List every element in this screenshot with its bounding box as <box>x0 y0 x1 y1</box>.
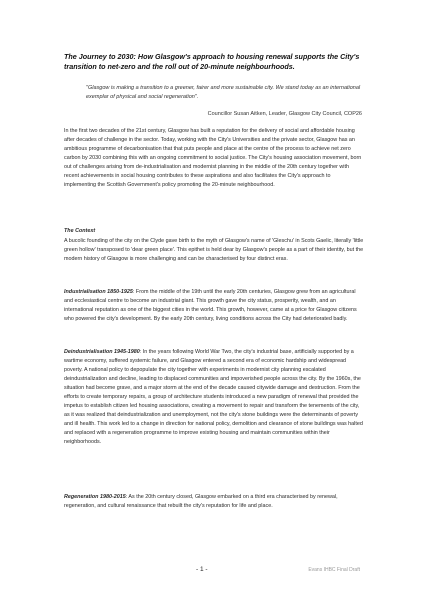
regeneration-label: Regeneration 1980-2015 <box>64 494 126 500</box>
deindustrialisation-label: Deindustrialisation 1945-1980 <box>64 349 140 355</box>
context-paragraph: A bucolic founding of the city on the Clyde gave birth to the myth of Glasgow's name of 'Gleschu' in Scots Gaelic, literally 'little green hollow' transposed to 'dear green place'. This epithet is held dear by Glasgow's people as a part of their identity, but the modern history of Glasgow is more challenging and can be characterised by four distinct eras. <box>64 238 364 263</box>
deindustrialisation-paragraph <box>64 348 364 448</box>
intro-paragraph: In the first two decades of the 21st century, Glasgow has built a reputation for the delivery of social and affordable housing after decades of challenge in the sector. Today, working with the City's Universities and the private sector, Glasgow has an ambitious programme of decarbonisation that that puts people and place at the centre of the process to achieve net zero carbon by 2030 combining this with an ongoing commitment to social justice. The City's housing association movement, born out of challenges arising from de-industrialisation and modernist planning in the middle of the 20th century together with recent achievements in social housing contributes to these aspirations and also facilitates the City's approach to implementing the Scottish Government's policy promoting the 20-minute neighbourhood. <box>64 128 362 189</box>
footer-note: Evans IHBC Final Draft <box>308 567 360 573</box>
document-title: The Journey to 2030: How Glasgow's approach to housing renewal supports the City's transition to net-zero and the roll out of 20-minute neighbourhoods. <box>64 52 360 71</box>
regeneration-text: : As the 20th century closed, Glasgow embarked on a third era characterised by renewal, regeneration, and cultural renaissance that rebuilt the city's reputation for life and place. <box>64 494 338 510</box>
industrialisation-paragraph <box>64 288 364 324</box>
deindustrialisation-text: : In the years following World War Two, the city's industrial base, artificially supported by a wartime economy, suffered systemic failure, and Glasgow entered a second era of economic hardship and widespread poverty. A national policy to depopulate the city together with experiments in modernist city planning escalated deindustrialization and decline, leading to displaced communities and impoverished people across the city. By the 1960s, the situation had become grave, and a major storm at the end of the decade caused citywide damage and destruction. From the efforts to create temporary repairs, a group of architecture students introduced a new paradigm of renewal that provided the impetus to establish citizen led housing associations, creating a movement to repair and transform the tenements of the city, as it was realized that deindustrialization and unemployment, not the city's stone buildings were the determinants of poverty and ill health. This work led to a change in direction for national policy, demolition and clearance of stone buildings was halted and replaced with a regeneration programme to improve existing housing and maintain communities within their neighborhoods. <box>64 349 363 446</box>
quote-attribution: Councillor Susan Aitken, Leader, Glasgow City Council, COP26 <box>207 111 362 117</box>
opening-quote: "Glasgow is making a transition to a greener, fairer and more sustainable city. We stand today as an international exemplar of physical and social regeneration". <box>86 85 361 100</box>
industrialisation-label: Industrialisation 1850-1925 <box>64 289 133 295</box>
context-heading: The Context <box>64 228 96 234</box>
page-number: - 1 - <box>196 566 208 573</box>
industrialisation-text: : From the middle of the 19th until the early 20th centuries, Glasgow grew from an agricultural and ecclesiastical centre to become an industrial giant. This growth gave the city status, prosperity, wealth, and an international reputation as one of the biggest cities in the world. This growth, however, came at a price for Glasgow citizens who powered the city's development. By the early 20th century, living conditions across the City had deteriorated badly. <box>64 289 357 323</box>
regeneration-paragraph <box>64 493 364 511</box>
